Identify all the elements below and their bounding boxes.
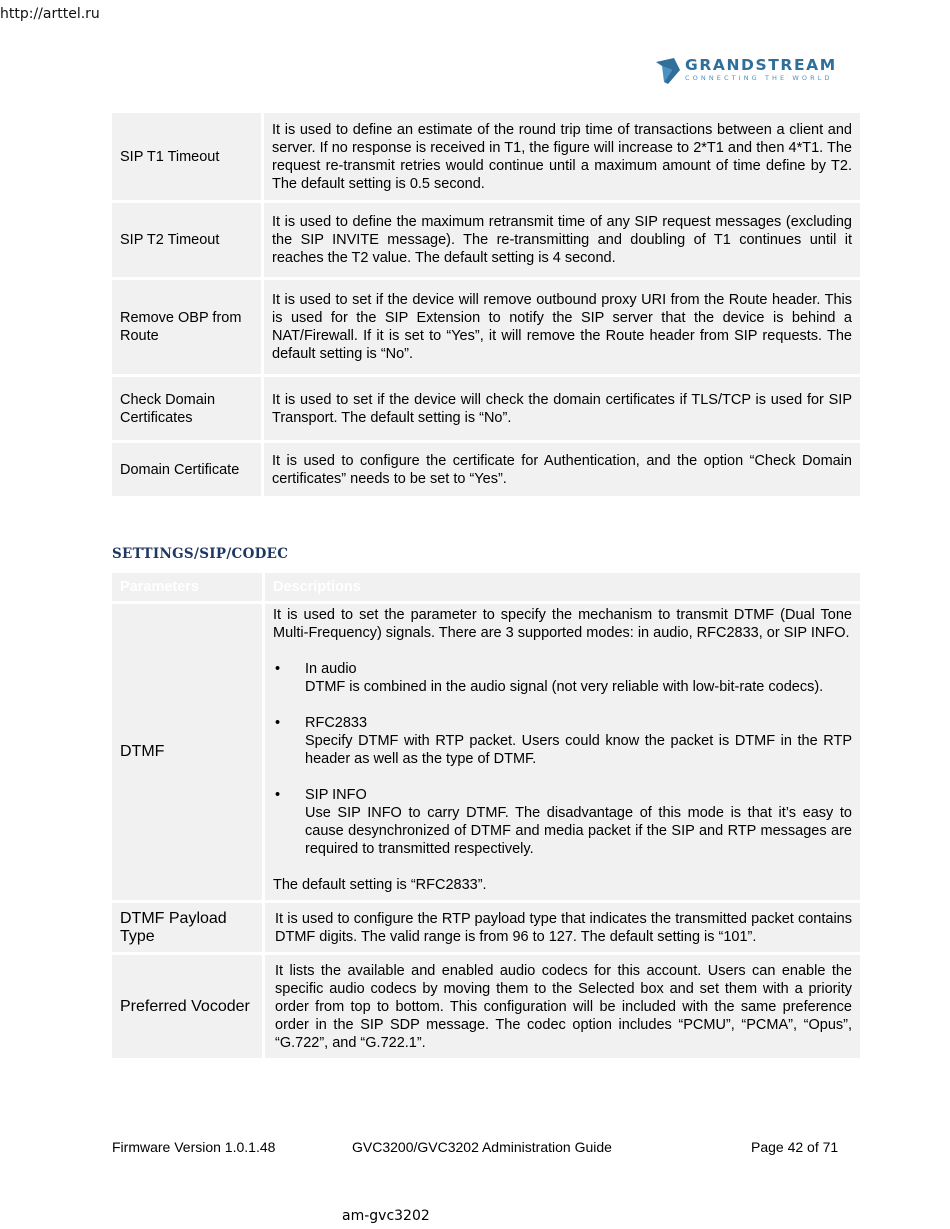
section-title: SETTINGS/SIP/CODEC [112,546,289,562]
table-header-row [112,573,860,604]
param-cell: DTMF Payload Type [112,903,265,955]
bullet-icon: • [275,715,281,731]
param-cell: SIP T1 Timeout [112,113,264,203]
table-row [112,443,860,499]
bottom-tag: am-gvc3202 [342,1208,430,1224]
bullet-text: Specify DTMF with RTP packet. Users could know the packet is DTMF in the RTP header as well as the type of DTMF. [305,733,852,767]
grandstream-logo [654,56,840,86]
bullet-icon: • [275,787,281,803]
header-parameters: Parameters [112,573,265,604]
param-cell: Domain Certificate [112,443,264,499]
dtmf-default: The default setting is “RFC2833”. [273,877,487,893]
list-item [273,660,852,696]
param-cell: Preferred Vocoder [112,955,265,1061]
desc-cell: It is used to configure the RTP payload type that indicates the transmitted packet contains DTMF digits. The valid range is from 96 to 127. The default setting is “101”. [265,903,860,955]
table-row [112,604,860,903]
bullet-text: DTMF is combined in the audio signal (not very reliable with low-bit-rate codecs). [305,679,824,695]
logo-tagline: CONNECTING THE WORLD [685,74,833,82]
timeout-settings-table [112,113,860,499]
bullet-text: Use SIP INFO to carry DTMF. The disadvantage of this mode is that it’s easy to cause desynchronized of DTMF and media packet if the SIP and RTP messages are required to transmitted respectively. [305,805,852,857]
table-row [112,955,860,1061]
param-cell: DTMF [112,604,265,903]
codec-settings-table [112,573,860,1061]
param-cell: Check Domain Certificates [112,377,264,443]
desc-cell [265,604,860,903]
logo-mark-icon [654,56,682,86]
desc-cell: It is used to configure the certificate for Authentication, and the option “Check Domain certificates” needs to be set to “Yes”. [264,443,860,499]
desc-cell: It lists the available and enabled audio codecs for this account. Users can enable the specific audio codecs by moving them to the Selected box and set them with a priority order from top to bottom. This configuration will be included with the same preference order in the SIP SDP message. The codec option includes “PCMU”, “PCMA”, “Opus”, “G.722”, and “G.722.1”. [265,955,860,1061]
source-url: http://arttel.ru [0,6,100,22]
footer-page: Page 42 of 71 [751,1139,839,1155]
list-item [273,714,852,768]
bullet-title: SIP INFO [305,787,367,803]
table-row [112,377,860,443]
list-item [273,786,852,858]
bullet-title: RFC2833 [305,715,368,731]
table-row [112,203,860,280]
desc-cell: It is used to define an estimate of the round trip time of transactions between a client and server. If no response is received in T1, the figure will increase to 2*T1 and then 4*T1. The request re-transmit retries would continue until a maximum amount of time define by T2. The default setting is 0.5 second. [264,113,860,203]
bullet-icon: • [275,661,281,677]
param-cell: Remove OBP from Route [112,280,264,377]
dtmf-intro: It is used to set the parameter to specify the mechanism to transmit DTMF (Dual Tone Multi-Frequency) signals. There are 3 supported modes: in audio, RFC2833, or SIP INFO. [273,607,852,641]
footer-guide: GVC3200/GVC3202 Administration Guide [352,1139,612,1155]
desc-cell: It is used to set if the device will check the domain certificates if TLS/TCP is used for SIP Transport. The default setting is “No”. [264,377,860,443]
footer-firmware: Firmware Version 1.0.1.48 [112,1139,276,1155]
bullet-title: In audio [305,661,357,677]
table-row [112,903,860,955]
param-cell: SIP T2 Timeout [112,203,264,280]
desc-cell: It is used to set if the device will remove outbound proxy URI from the Route header. This is used for the SIP Extension to notify the SIP server that the device is behind a NAT/Firewall. If it is set to “Yes”, it will remove the Route header from SIP requests. The default setting is “No”. [264,280,860,377]
table-row [112,280,860,377]
desc-cell: It is used to define the maximum retransmit time of any SIP request messages (excluding the SIP INVITE message). The re-transmitting and doubling of T1 continues until it reaches the T2 value. The default setting is 4 second. [264,203,860,280]
logo-wordmark: GRANDSTREAM [685,56,837,74]
header-descriptions: Descriptions [265,573,860,604]
table-row [112,113,860,203]
